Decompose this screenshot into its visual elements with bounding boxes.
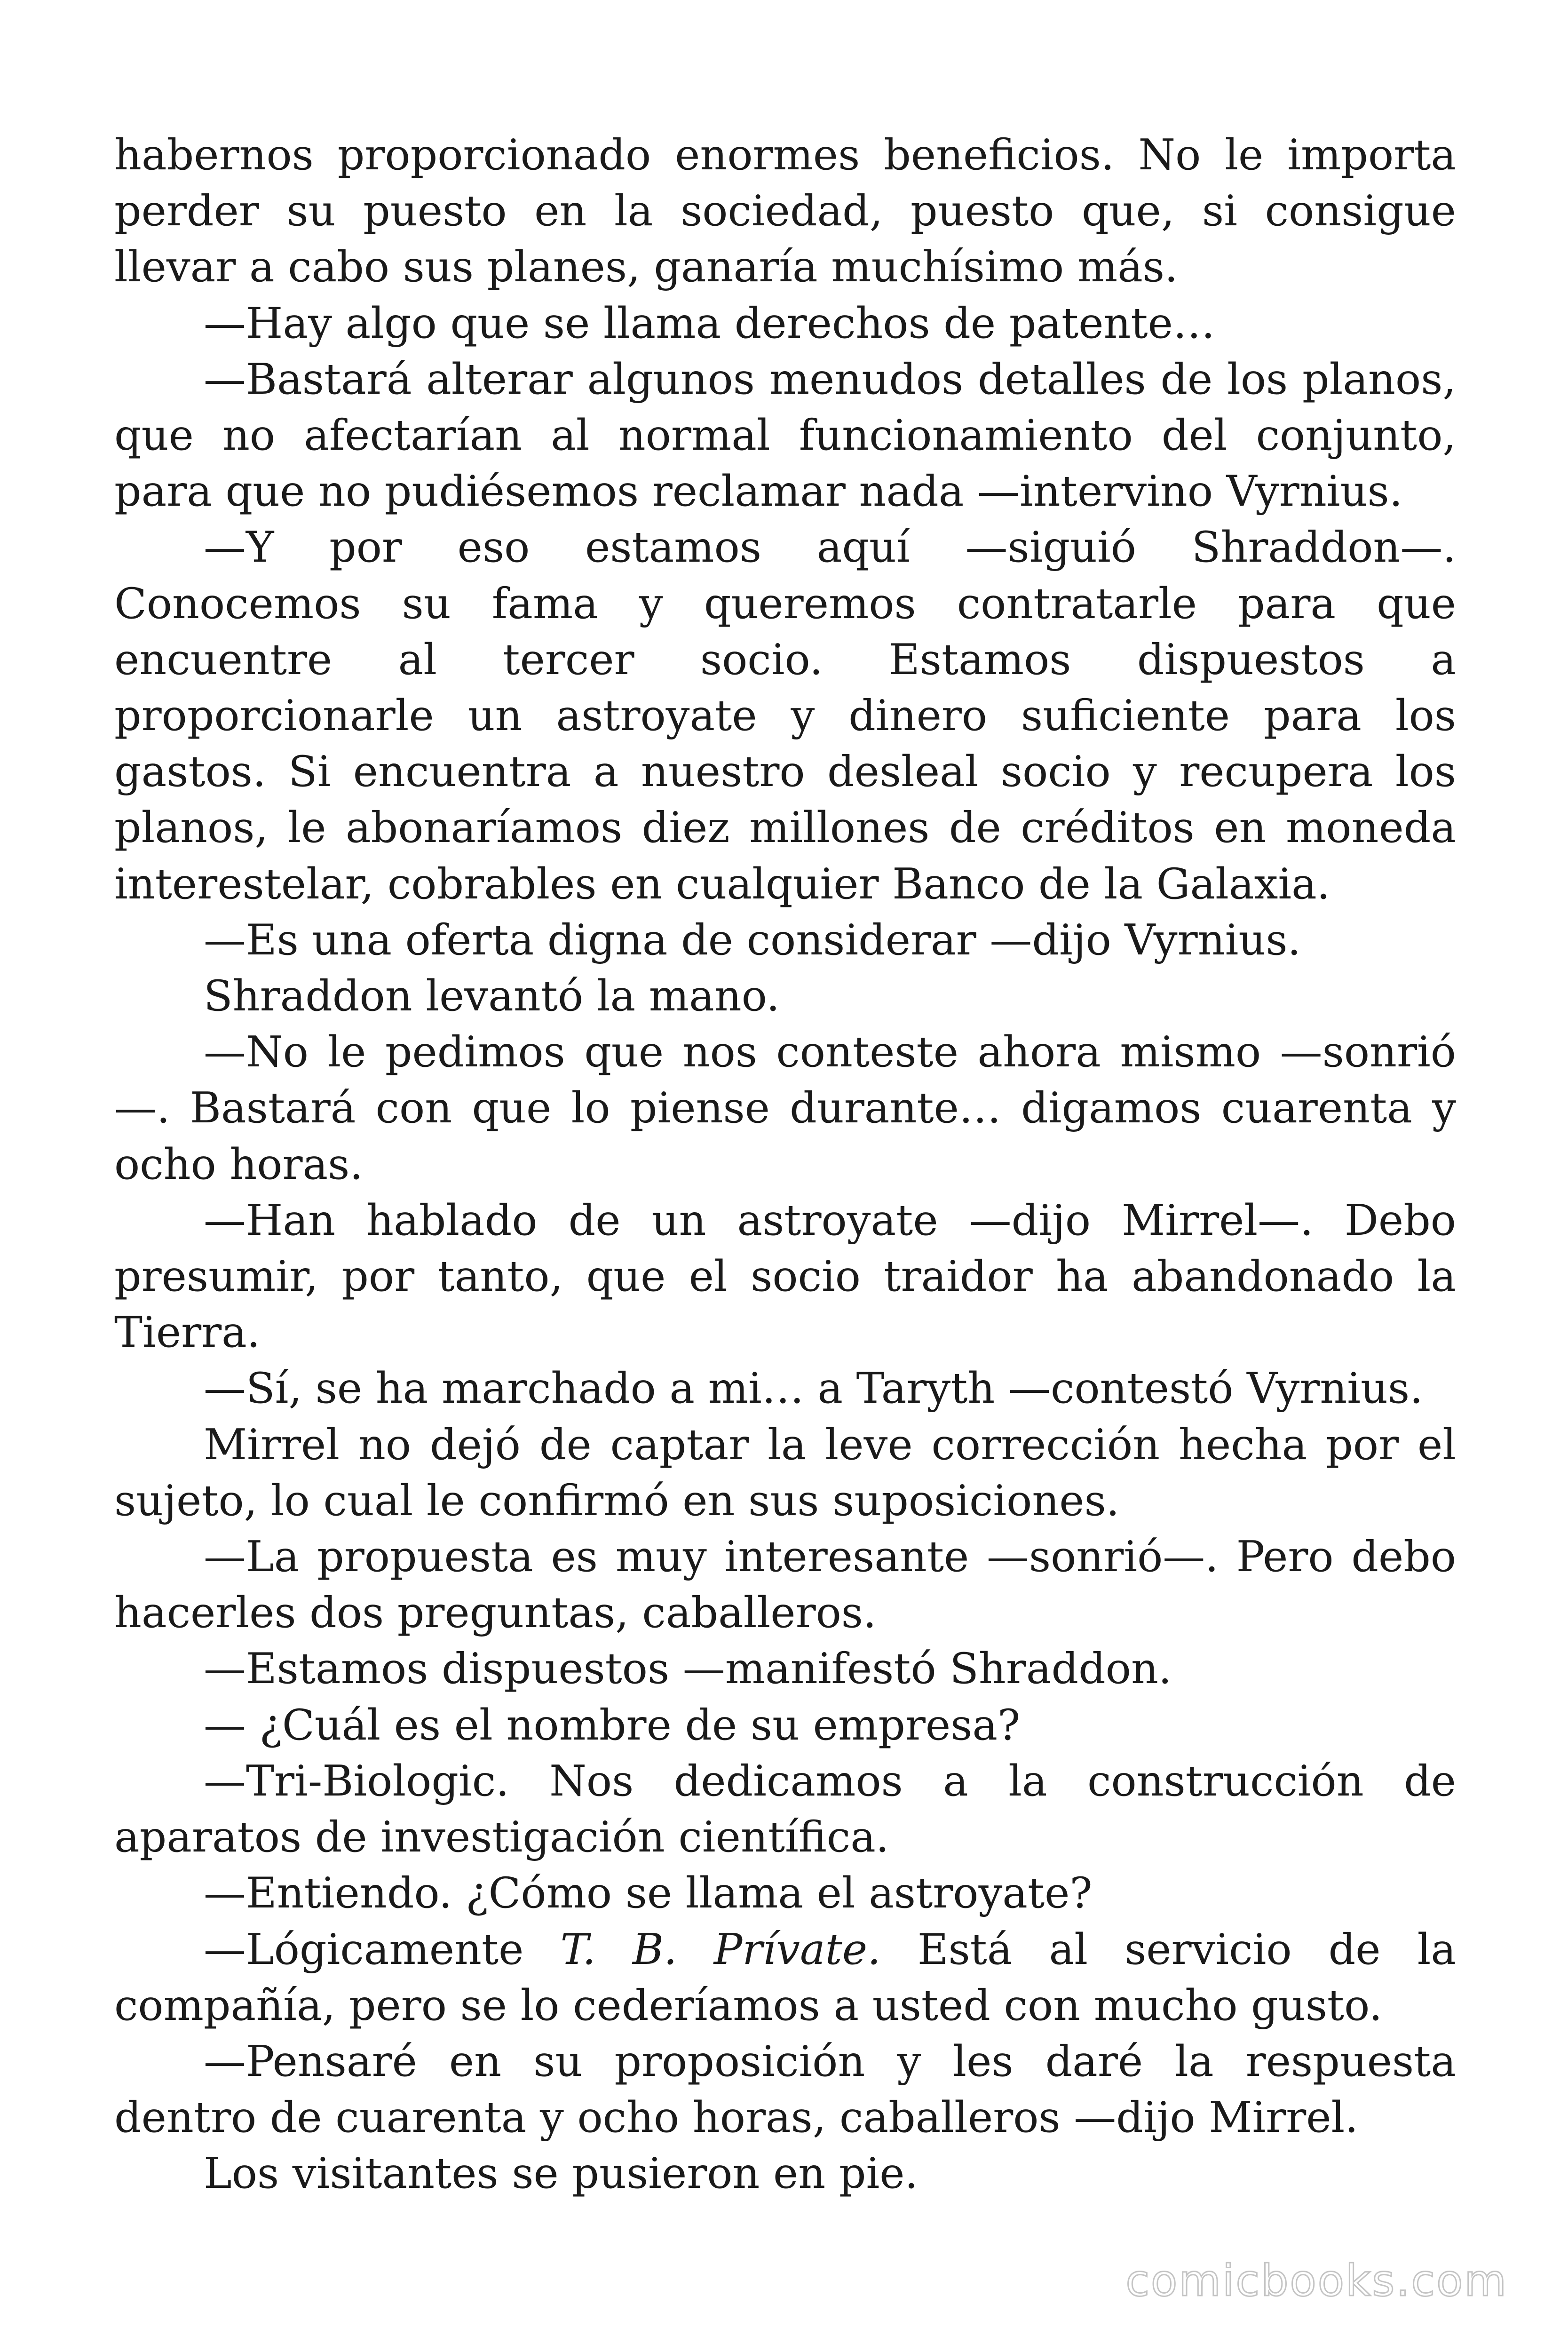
paragraph-15: —Entiendo. ¿Cómo se llama el astroyate?	[204, 1868, 1093, 1918]
watermark: comicbooks.com	[1125, 2256, 1508, 2306]
paragraph-3: —Bastará alterar algunos menudos detalles de los planos, que no afectarían al normal funcionamiento del conjunto, para que no pudiésemos reclamar nada —intervino Vyrnius.	[114, 354, 1456, 516]
paragraph-1: habernos proporcionado enormes beneficios. No le importa perder su puesto en la sociedad, puesto que, si consigue llevar a cabo sus planes, ganaría muchísimo más.	[114, 130, 1456, 292]
paragraph-13: — ¿Cuál es el nombre de su empresa?	[204, 1700, 1021, 1750]
paragraph-8: —Han hablado de un astroyate —dijo Mirrel—. Debo presumir, por tanto, que el socio traidor ha abandonado la Tierra.	[114, 1195, 1456, 1358]
paragraph-9: —Sí, se ha marchado a mi… a Taryth —contestó Vyrnius.	[204, 1364, 1423, 1414]
paragraph-16	[114, 1922, 1456, 2034]
paragraph-5: —Es una oferta digna de considerar —dijo Vyrnius.	[204, 915, 1301, 965]
paragraph-12: —Estamos dispuestos —manifestó Shraddon.	[204, 1644, 1172, 1694]
paragraph-10: Mirrel no dejó de captar la leve corrección hecha por el sujeto, lo cual le confirmó en sus suposiciones.	[114, 1420, 1456, 1526]
ship-name: T. B. Prívate.	[560, 1924, 881, 1974]
paragraph-11: —La propuesta es muy interesante —sonrió—. Pero debo hacerles dos preguntas, caballeros.	[114, 1532, 1456, 1638]
paragraph-6: Shraddon levantó la mano.	[204, 971, 780, 1021]
paragraph-14: —Tri-Biologic. Nos dedicamos a la construcción de aparatos de investigación científica.	[114, 1756, 1456, 1862]
paragraph-7: —No le pedimos que nos conteste ahora mismo —sonrió—. Bastará con que lo piense durante… digamos cuarenta y ocho horas.	[114, 1027, 1456, 1189]
paragraph-16-start: —Lógicamente	[204, 1924, 561, 1974]
paragraph-18: Los visitantes se pusieron en pie.	[204, 2149, 919, 2199]
page-body	[114, 127, 1456, 2202]
paragraph-17: —Pensaré en su proposición y les daré la respuesta dentro de cuarenta y ocho horas, caballeros —dijo Mirrel.	[114, 2036, 1456, 2143]
paragraph-2: —Hay algo que se llama derechos de patente…	[204, 298, 1215, 348]
paragraph-16-end: Está al servicio de la compañía, pero se lo cederíamos a usted con mucho gusto.	[114, 1924, 1457, 2030]
paragraph-4: —Y por eso estamos aquí —siguió Shraddon—. Conocemos su fama y queremos contratarle para que encuentre al tercer socio. Estamos dispuestos a proporcionarle un astroyate y dinero suficiente para los gastos. Si encuentra a nuestro desleal socio y recupera los planos, le abonaríamos diez millones de créditos en moneda interestelar, cobrables en cualquier Banco de la Galaxia.	[114, 523, 1456, 909]
